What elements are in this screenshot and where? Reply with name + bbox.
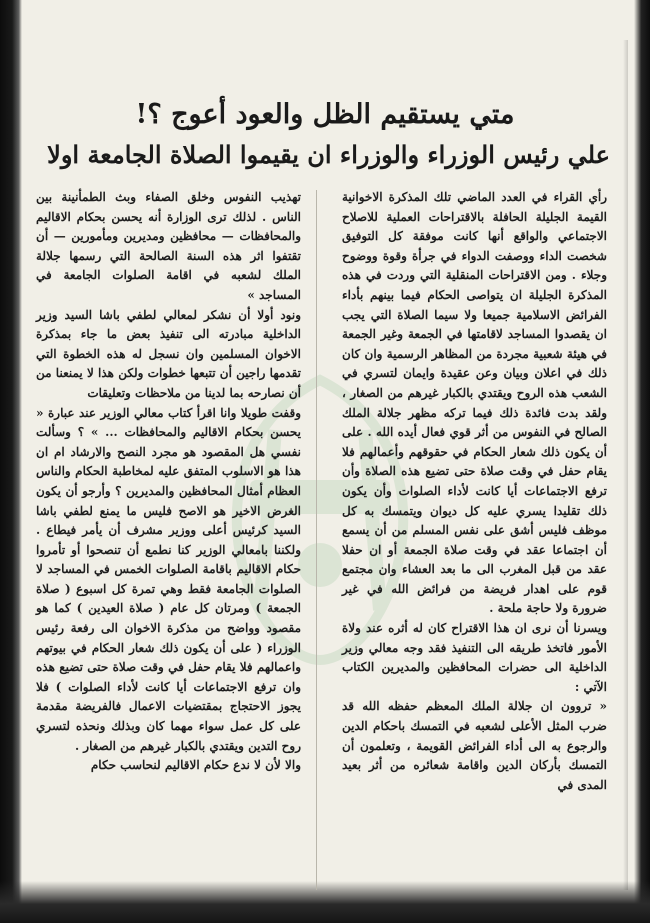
- paragraph: والا لأن لا ندع حكام الاقاليم لنحاسب حكام: [90, 758, 301, 773]
- article-title: متي يستقيم الظل والعود أعوج ؟!: [135, 99, 515, 130]
- paragraph: « تروون ان جلالة الملك المعظم حفظه الله قد ضرب المثل الأعلى لشعبه في التمسك باحكام الدين والرجوع به الى أداء الفرائض القويمة ، وتعلمون أن التمسك بأركان الدين واقامة شعائره من أثر بعيد المدى في: [342, 699, 607, 792]
- right-column: [342, 188, 607, 795]
- paragraph: ويسرنا أن نرى ان هذا الاقتراح كان له أثره عند ولاة الأمور فاتخذ طريقه الى التنفيذ فقد وجه معالي وزير الداخلية الى حضرات المحافظين والمديرين الكتاب الآتي :: [342, 621, 607, 694]
- paragraph: تهذيب النفوس وخلق الصفاء وبث الطمأنينة بين الناس . لذلك ترى الوزارة أنه يحسن بحكام الاقاليم والمحافظات — محافظين ومديرين ومأمورين — أن تقتفوا اثر هذه السنة الصالحة التي رسمها جلالة الملك لشعبه في اقامة الصلوات الجامعة في المساجد »: [36, 190, 301, 302]
- left-column: [36, 188, 301, 776]
- paragraph: رأي القراء في العدد الماضي تلك المذكرة الاخوانية القيمة الجليلة الحافلة بالاقتراحات العملية للاصلاح الاجتماعي والواقع أنها كانت موفقة كل التوفيق شخصت الداء ووصفت الدواء في جرأة وقوة ووضوح وجلاء . ومن الاقتراحات المنقلية التي وردت في هذه المذكرة الجليلة ان يتواصى الحكام فيما بينهم بأداء الفرائض الاسلامية جميعا ولا سيما الصلاة التي يجب ان يقصدوا المساجد لاقامتها في الجمعة وغير الجمعة في هيئة شعبية مجردة من المظاهر الرسمية وان كان ذلك في اعلان وبيان وعن عقيدة وايمان لتسري في الشعب هذه الروح ويقتدي بالكبار غيرهم من الصغار ، ولقد بدت فائدة ذلك فيما تركه مظهر جلالة الملك الصالح في النفوس من أثر قوي فعال أيده الله . على أن يكون ذلك شعار الحكام في حقوقهم وأعمالهم فلا يقام حفل في وقت صلاة حتى تضيع هذه الصلاة وأن ترفع الاجتماعات أيا كانت لأداء الصلوات وأن يكون ذلك تقليدا يسري عليه كل ديوان ويتمسك به كل موظف فليس أشق على نفس المسلم من أن يسمع أن اجتماعا عقد في وقت صلاة الجمعة أو ان حفلا عقد من قبل المغرب الى ما بعد العشاء وان مجتمع قوم على اهدار فريضة من فرائض الله في غير ضرورة ولا حاجة ملحة .: [342, 190, 607, 616]
- scan-left-edge: [0, 0, 22, 923]
- column-divider: [316, 190, 317, 890]
- article-subtitle: علي رئيس الوزراء والوزراء ان يقيموا الصلاة الجامعة اولا: [47, 140, 610, 169]
- scan-right-shadow: [623, 40, 628, 890]
- scan-bottom-edge: [0, 881, 650, 923]
- paragraph: ونود أولا أن نشكر لمعالي لطفي باشا السيد وزير الداخلية مبادرته الى تنفيذ بعض ما جاء بمذكرة الاخوان المسلمين وان نسجل له هذه الخطوة التي تقدمها راجين أن تتبعها خطوات ولكن هذا لا يمنعنا من أن نصارحه بما لدينا من ملاحظات وتعليقات: [36, 307, 301, 400]
- scan-right-edge: [634, 0, 650, 923]
- paragraph: وقفت طويلا وانا اقرأ كتاب معالي الوزير عند عبارة « يحسن بحكام الاقاليم والمحافظات ... » ؟ وسألت نفسي هل المقصود هو مجرد النصح والارشاد ام ان هذا هو الاسلوب المتفق عليه لمخاطبة الحكام والناس العظام أمثال المحافظين والمديرين ؟ وأرجو أن يكون الغرض الاخير هو الاصح فليس ما يمنع لطفي باشا السيد كرئيس أعلى ووزير مشرف أن يأمر فيطاع . ولكننا بامعالي الوزير كنا نطمع أن تنصحوا أو تأمروا حكام الاقاليم باقامة الصلوات الخمس في المساجد لا الصلوات الجامعة فقط وهي تمرة كل اسبوع ( صلاة الجمعة ) ومرتان كل عام ( صلاة العيدين ) كما هو مقصود وواضح من مذكرة الاخوان الى رفعة رئيس الوزراء ( على أن يكون ذلك شعار الحكام في بيوتهم واعمالهم فلا يقام حفل في وقت صلاة حتى تضيع هذه وان ترفع الاجتماعات أيا كانت لأداء الصلوات ) فلا يجوز الاحتجاج بمقتضيات الاعمال فالفريضة مقدمة على كل عمل سواء مهما كان وبذلك ونحذه لتسري روح التدين ويقتدي بالكبار غيرهم من الصغار .: [36, 405, 301, 753]
